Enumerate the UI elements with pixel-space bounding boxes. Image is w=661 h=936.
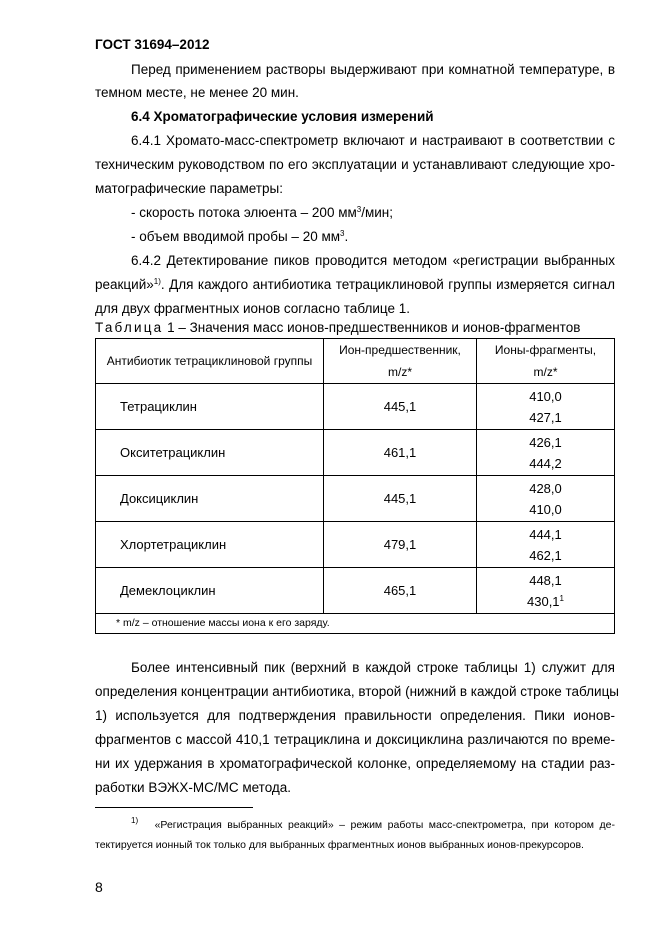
table-note-row bbox=[96, 614, 615, 634]
antibiotic-name: Хлортетрациклин bbox=[96, 522, 324, 568]
fragment-masses: 410,0 427,1 bbox=[477, 384, 615, 430]
page-number: 8 bbox=[95, 879, 103, 895]
p641-line-3: матографические параметры: bbox=[95, 181, 283, 196]
antibiotic-name: Демеклоциклин bbox=[96, 568, 324, 614]
p642-line-1: 6.4.2 Детектирование пиков проводится методом «регистрации выбранных bbox=[131, 253, 615, 268]
standard-header: ГОСТ 31694–2012 bbox=[95, 37, 210, 52]
fragment-masses: 444,1 462,1 bbox=[477, 522, 615, 568]
intro-line-2: темном месте, не менее 20 мин. bbox=[95, 85, 299, 100]
precursor-mass: 461,1 bbox=[324, 430, 477, 476]
after-line-3: 1) используется для подтверждения правильности определения. Пики ионов- bbox=[95, 708, 615, 723]
fragment-masses: 426,1 444,2 bbox=[477, 430, 615, 476]
table-note: * m/z – отношение массы иона к его заряду. bbox=[96, 614, 615, 634]
table-row bbox=[96, 568, 615, 614]
p642-line-3: для двух фрагментных ионов согласно таблице 1. bbox=[95, 301, 410, 316]
antibiotic-name: Окситетрациклин bbox=[96, 430, 324, 476]
table-row bbox=[96, 476, 615, 522]
after-line-2: определения концентрации антибиотика, второй (нижний в каждой строке таблицы bbox=[95, 684, 620, 699]
table-row bbox=[96, 430, 615, 476]
p641-line-1: 6.4.1 Хромато-масс-спектрометр включают и настраивают в соответствии с bbox=[131, 133, 615, 148]
section-title: 6.4 Хроматографические условия измерений bbox=[131, 109, 434, 124]
footnote-line-2: тектируется ионный ток только для выбранных фрагментных ионов выбранных ионов-прекурсоров. bbox=[95, 839, 584, 851]
param-flow: - скорость потока элюента – 200 $мм^3$/мин; bbox=[131, 205, 393, 220]
header-fragments: Ионы-фрагменты, m/z* bbox=[477, 339, 615, 384]
header-precursor: Ион-предшественник, m/z* bbox=[324, 339, 477, 384]
precursor-mass: 445,1 bbox=[324, 476, 477, 522]
param-volume: - объем вводимой пробы – 20 $мм^3$. bbox=[131, 229, 349, 244]
header-antibiotic: Антибиотик тетрациклиновой группы bbox=[96, 339, 324, 384]
antibiotic-name: Доксициклин bbox=[96, 476, 324, 522]
fragment-masses: 448,1 430,1$^1$ bbox=[477, 568, 615, 614]
after-line-6: работки ВЭЖХ-МС/МС метода. bbox=[95, 780, 292, 795]
after-line-5: ни их удержания в хроматографической колонке, определяемому на стадии раз- bbox=[95, 756, 615, 771]
p642-line-2: реакций»$^{1)}$. Для каждого антибиотика тетрациклиновой группы измеряется сигнал bbox=[95, 277, 615, 292]
table-caption: Таблица 1 – Значения масс ионов-предшественников и ионов-фрагментов bbox=[95, 320, 581, 335]
footnote-divider bbox=[95, 807, 253, 808]
precursor-mass: 445,1 bbox=[324, 384, 477, 430]
antibiotic-name: Тетрациклин bbox=[96, 384, 324, 430]
after-line-4: фрагментов с массой 410,1 тетрациклина и доксициклина различаются по време- bbox=[95, 732, 615, 747]
precursor-mass: 465,1 bbox=[324, 568, 477, 614]
precursor-mass: 479,1 bbox=[324, 522, 477, 568]
intro-line-1: Перед применением растворы выдерживают при комнатной температуре, в bbox=[131, 62, 615, 77]
fragment-masses: 428,0 410,0 bbox=[477, 476, 615, 522]
footnote-line-1: $^{1)}$ «Регистрация выбранных реакций» – режим работы масс-спектрометра, при котором де- bbox=[131, 816, 615, 831]
table-header-row bbox=[96, 339, 615, 384]
ion-mass-table bbox=[95, 338, 615, 634]
p641-line-2: техническим руководством по его эксплуатации и устанавливают следующие хро- bbox=[95, 157, 615, 172]
table-row bbox=[96, 522, 615, 568]
after-line-1: Более интенсивный пик (верхний в каждой строке таблицы 1) служит для bbox=[131, 660, 615, 675]
table-row bbox=[96, 384, 615, 430]
